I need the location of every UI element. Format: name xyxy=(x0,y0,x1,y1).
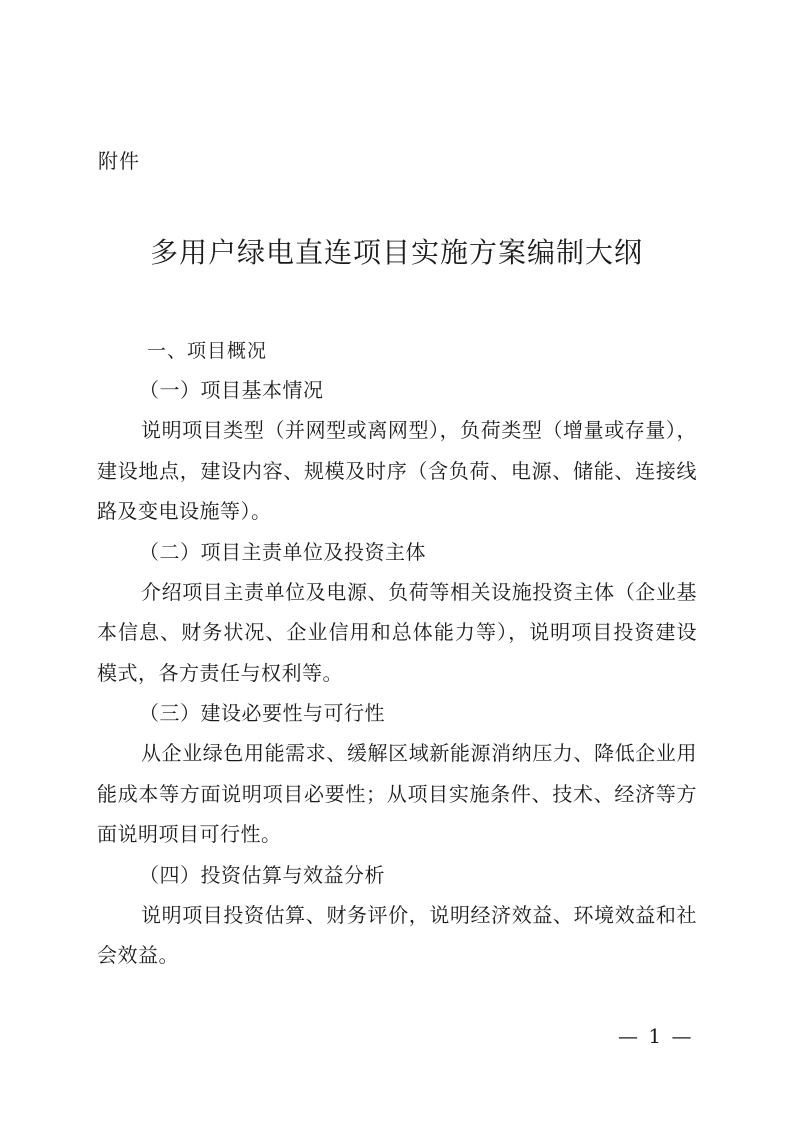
section-heading: 一、项目概况 xyxy=(147,340,268,362)
page-number: — 1 — xyxy=(618,1024,694,1048)
document-title: 多用户绿电直连项目实施方案编制大纲 xyxy=(149,236,643,269)
subsection-heading-4: （四）投资估算与效益分析 xyxy=(139,862,385,887)
subsection-text-4: 说明项目投资估算、财务评价，说明经济效益、环境效益和社会效益。 xyxy=(97,902,697,967)
subsection-text-2: 介绍项目主责单位及电源、负荷等相关设施投资主体（企业基本信息、财务状况、企业信用和总体能力等），说明项目投资建设模式，各方责任与权利等。 xyxy=(97,579,697,685)
document-body xyxy=(97,332,697,976)
subsection-text-1: 说明项目类型（并网型或离网型），负荷类型（增量或存量），建设地点，建设内容、规模及时序（含负荷、电源、储能、连接线路及变电设施等）。 xyxy=(97,418,697,523)
subsection-heading-2: （二）项目主责单位及投资主体 xyxy=(139,539,426,564)
subsection-heading-3: （三）建设必要性与可行性 xyxy=(139,701,385,725)
attachment-label: 附件 xyxy=(98,149,140,173)
subsection-text-3: 从企业绿色用能需求、缓解区域新能源消纳压力、降低企业用能成本等方面说明项目必要性；从项目实施条件、技术、经济等方面说明项目可行性。 xyxy=(97,741,697,846)
subsection-heading-1: （一）项目基本情况 xyxy=(139,378,324,402)
